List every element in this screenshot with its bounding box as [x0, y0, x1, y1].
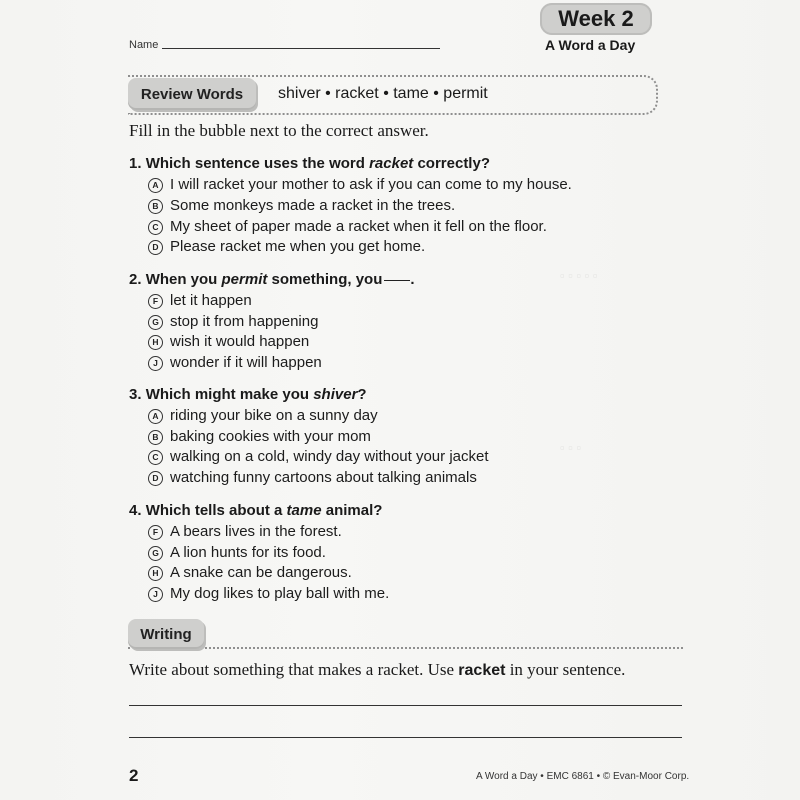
answer-option[interactable]: C My sheet of paper made a racket when it fell on the floor.: [148, 218, 547, 235]
answer-bubble[interactable]: A: [148, 409, 163, 424]
answer-option[interactable]: B Some monkeys made a racket in the trees.: [148, 197, 455, 214]
instruction-text: Fill in the bubble next to the correct answer.: [129, 121, 429, 140]
answer-blank: [384, 280, 410, 281]
writing-line[interactable]: [129, 705, 682, 706]
answer-option[interactable]: G stop it from happening: [148, 313, 318, 330]
answer-bubble[interactable]: F: [148, 294, 163, 309]
answer-option[interactable]: D watching funny cartoons about talking animals: [148, 469, 477, 486]
answer-option[interactable]: A riding your bike on a sunny day: [148, 407, 378, 424]
review-words-list: shiver • racket • tame • permit: [278, 85, 488, 102]
answer-bubble[interactable]: J: [148, 587, 163, 602]
name-field[interactable]: [162, 48, 440, 49]
bleed-through: ▫ ▫ ▫: [560, 440, 582, 455]
question-1: 1. Which sentence uses the word racket correctly?: [129, 155, 490, 172]
review-words-tab-label: Review Words: [140, 85, 244, 103]
answer-bubble[interactable]: H: [148, 566, 163, 581]
writing-tab: [128, 619, 204, 649]
answer-option[interactable]: A I will racket your mother to ask if you can come to my house.: [148, 176, 572, 193]
answer-option[interactable]: F let it happen: [148, 292, 252, 309]
writing-tab-label: Writing: [140, 625, 192, 643]
writing-section-divider: [128, 621, 683, 649]
writing-line[interactable]: [129, 737, 682, 738]
answer-option[interactable]: C walking on a cold, windy day without your jacket: [148, 448, 489, 465]
answer-option[interactable]: H wish it would happen: [148, 333, 309, 350]
question-2: 2. When you permit something, you .: [129, 271, 415, 288]
answer-bubble[interactable]: B: [148, 430, 163, 445]
page-number: 2: [129, 766, 139, 785]
answer-option[interactable]: J My dog likes to play ball with me.: [148, 585, 389, 602]
question-3: 3. Which might make you shiver?: [129, 386, 367, 403]
answer-option[interactable]: F A bears lives in the forest.: [148, 523, 342, 540]
writing-prompt: Write about something that makes a racket. Use racket in your sentence.: [129, 660, 626, 679]
answer-option[interactable]: J wonder if it will happen: [148, 354, 322, 371]
answer-bubble[interactable]: C: [148, 450, 163, 465]
answer-bubble[interactable]: F: [148, 525, 163, 540]
week-badge: [540, 3, 652, 35]
week-badge-label: Week 2: [558, 6, 634, 31]
bleed-through: ▫ ▫ ▫ ▫ ▫: [560, 268, 598, 283]
review-words-tab: [128, 78, 256, 110]
answer-bubble[interactable]: J: [148, 356, 163, 371]
answer-bubble[interactable]: B: [148, 199, 163, 214]
footer-credit: A Word a Day • EMC 6861 • © Evan-Moor Corp.: [476, 771, 690, 782]
answer-bubble[interactable]: C: [148, 220, 163, 235]
answer-bubble[interactable]: D: [148, 471, 163, 486]
book-title: A Word a Day: [545, 37, 636, 53]
answer-option[interactable]: G A lion hunts for its food.: [148, 544, 326, 561]
answer-option[interactable]: B baking cookies with your mom: [148, 428, 371, 445]
answer-bubble[interactable]: A: [148, 178, 163, 193]
answer-bubble[interactable]: G: [148, 315, 163, 330]
answer-bubble[interactable]: H: [148, 335, 163, 350]
question-4: 4. Which tells about a tame animal?: [129, 502, 383, 519]
answer-bubble[interactable]: D: [148, 240, 163, 255]
name-label: Name: [129, 39, 159, 51]
answer-option[interactable]: H A snake can be dangerous.: [148, 564, 352, 581]
answer-option[interactable]: D Please racket me when you get home.: [148, 238, 425, 255]
answer-bubble[interactable]: G: [148, 546, 163, 561]
